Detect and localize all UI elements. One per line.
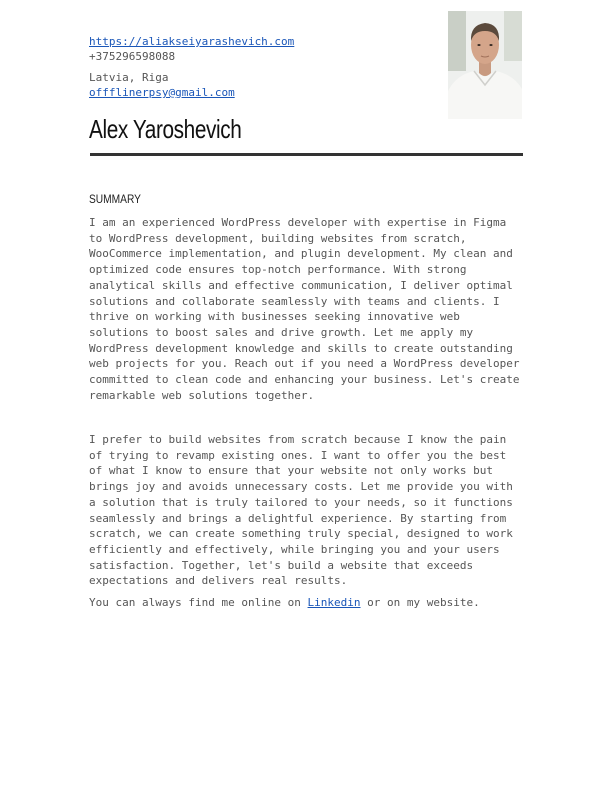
summary-paragraph-1: I am an experienced WordPress developer with expertise in Figma to WordPress development, building websites from scratch, WooCommerce implementation, and plugin development. My clean and optimized code ensures top-notch performance. With strong analytical skills and effective communication, I deliver optimal solutions and collaborate seamlessly with teams and clients. I thrive on working with businesses seeking innovative web solutions to boost sales and drive growth. Let me apply my WordPress development knowledge and skills to create outstanding web projects for you. Reach out if you need a WordPress developer committed to clean code and enhancing your business. Let's create remarkable web solutions together. xyxy=(89,216,520,402)
summary-heading: SUMMARY xyxy=(89,192,141,206)
summary-paragraph-2: I prefer to build websites from scratch because I know the pain of trying to revamp existing ones. I want to offer you the best of what I know to ensure that your website not only works but brings joy and avoids unnecessary costs. Let me provide you with a solution that is truly tailored to your needs, so it functions seamlessly and brings a delightful experience. By starting from scratch, we can create something truly special, designed to work efficiently and effectively, while bringing you and your users satisfaction. Together, let's build a website that exceeds expectations and delivers real results. xyxy=(89,433,513,588)
person-name: Alex Yaroshevich xyxy=(89,114,242,144)
phone-number: +375296598088 xyxy=(89,50,176,63)
online-suffix: or on my website. xyxy=(367,596,480,609)
email-link[interactable]: offflinerpsy@gmail.com xyxy=(89,86,235,99)
header-divider xyxy=(90,153,523,156)
website-link[interactable]: https://aliakseiyarashevich.com xyxy=(89,35,295,48)
linkedin-link[interactable]: Linkedin xyxy=(307,596,361,609)
profile-photo xyxy=(448,11,522,119)
summary-online-line xyxy=(89,595,529,611)
online-prefix: You can always find me online on xyxy=(89,596,301,609)
contact-block xyxy=(89,34,294,100)
location: Latvia, Riga xyxy=(89,71,169,84)
